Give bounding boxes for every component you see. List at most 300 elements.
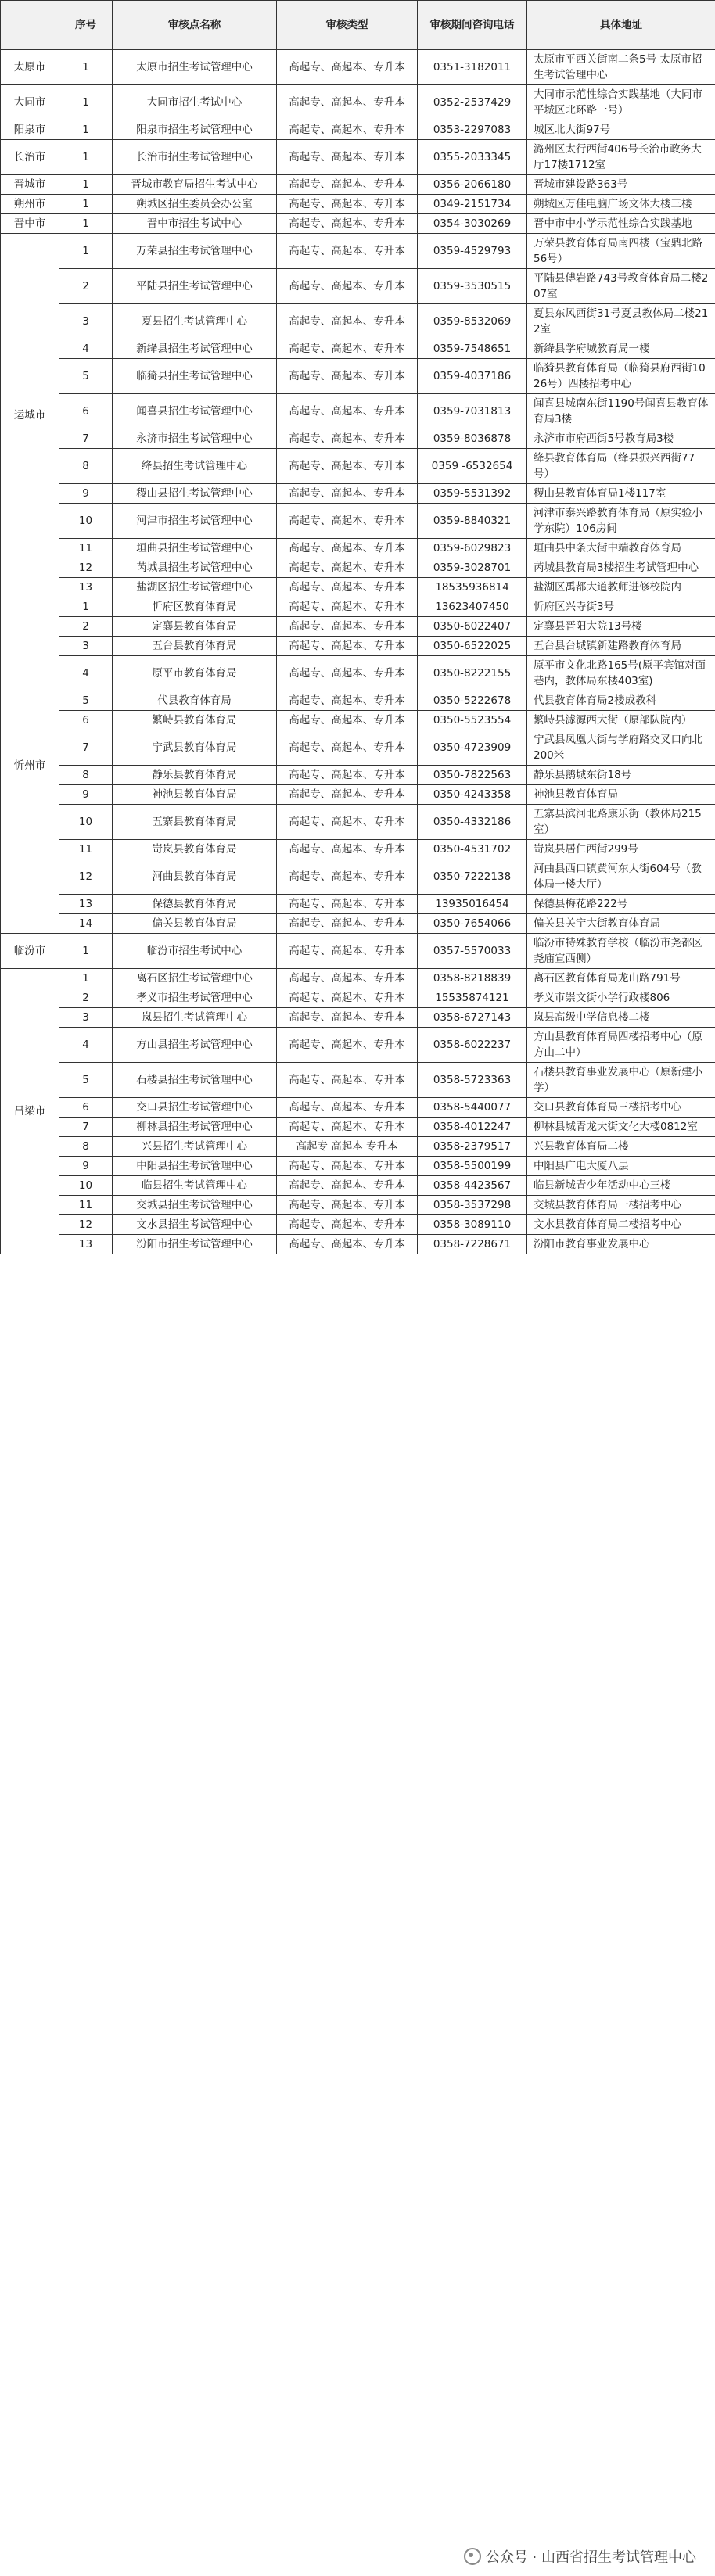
review-type-cell: 高起专、高起本、专升本 xyxy=(277,730,418,766)
wechat-icon xyxy=(464,2548,481,2565)
address-cell: 晋中市中小学示范性综合实践基地 xyxy=(527,214,715,234)
address-cell: 城区北大街97号 xyxy=(527,120,715,140)
city-cell: 吕梁市 xyxy=(1,969,59,1254)
address-cell: 河津市泰兴路教育体育局（原实验小学东院）106房间 xyxy=(527,504,715,539)
index-cell: 1 xyxy=(59,85,113,120)
index-cell: 13 xyxy=(59,578,113,597)
index-cell: 3 xyxy=(59,1008,113,1028)
review-type-cell: 高起专、高起本、专升本 xyxy=(277,85,418,120)
site-name-cell: 石楼县招生考试管理中心 xyxy=(113,1063,277,1098)
phone-cell: 13623407450 xyxy=(418,597,527,617)
phone-cell: 18535936814 xyxy=(418,578,527,597)
index-cell: 1 xyxy=(59,214,113,234)
review-type-cell: 高起专、高起本、专升本 xyxy=(277,195,418,214)
index-cell: 12 xyxy=(59,859,113,895)
table-row xyxy=(1,269,715,304)
review-type-cell: 高起专、高起本、专升本 xyxy=(277,1235,418,1254)
address-cell: 柳林县城青龙大街文化大楼0812室 xyxy=(527,1118,715,1137)
phone-cell: 0352-2537429 xyxy=(418,85,527,120)
site-name-cell: 方山县招生考试管理中心 xyxy=(113,1028,277,1063)
index-cell: 2 xyxy=(59,988,113,1008)
table-row xyxy=(1,1137,715,1157)
index-cell: 10 xyxy=(59,504,113,539)
review-type-cell: 高起专、高起本、专升本 xyxy=(277,637,418,656)
table-row xyxy=(1,895,715,914)
address-cell: 芮城县教育局3楼招生考试管理中心 xyxy=(527,558,715,578)
address-cell: 石楼县教育事业发展中心（原新建小学） xyxy=(527,1063,715,1098)
review-type-cell: 高起专、高起本、专升本 xyxy=(277,578,418,597)
header-site-name: 审核点名称 xyxy=(113,1,277,50)
city-cell: 阳泉市 xyxy=(1,120,59,140)
review-type-cell: 高起专、高起本、专升本 xyxy=(277,558,418,578)
review-type-cell: 高起专、高起本、专升本 xyxy=(277,597,418,617)
phone-cell: 0358-5500199 xyxy=(418,1157,527,1176)
review-type-cell: 高起专、高起本、专升本 xyxy=(277,449,418,484)
phone-cell: 0359-3530515 xyxy=(418,269,527,304)
review-type-cell: 高起专、高起本、专升本 xyxy=(277,711,418,730)
table-row xyxy=(1,359,715,394)
phone-cell: 0359 -6532654 xyxy=(418,449,527,484)
site-name-cell: 汾阳市招生考试管理中心 xyxy=(113,1235,277,1254)
site-name-cell: 定襄县教育体育局 xyxy=(113,617,277,637)
table-row xyxy=(1,1176,715,1196)
table-row xyxy=(1,1063,715,1098)
table-row xyxy=(1,766,715,785)
review-type-cell: 高起专、高起本、专升本 xyxy=(277,656,418,691)
address-cell: 五台县台城镇新建路教育体育局 xyxy=(527,637,715,656)
review-type-cell: 高起专、高起本、专升本 xyxy=(277,785,418,805)
site-name-cell: 兴县招生考试管理中心 xyxy=(113,1137,277,1157)
review-type-cell: 高起专、高起本、专升本 xyxy=(277,120,418,140)
review-type-cell: 高起专、高起本、专升本 xyxy=(277,394,418,429)
address-cell: 保德县梅花路222号 xyxy=(527,895,715,914)
table-row xyxy=(1,449,715,484)
review-type-cell: 高起专、高起本、专升本 xyxy=(277,691,418,711)
site-name-cell: 临猗县招生考试管理中心 xyxy=(113,359,277,394)
review-type-cell: 高起专、高起本、专升本 xyxy=(277,969,418,988)
index-cell: 1 xyxy=(59,140,113,175)
table-body xyxy=(1,50,715,1254)
index-cell: 4 xyxy=(59,339,113,359)
table-row xyxy=(1,785,715,805)
address-cell: 平陆县傅岩路743号教育体育局二楼207室 xyxy=(527,269,715,304)
index-cell: 1 xyxy=(59,195,113,214)
site-name-cell: 原平市教育体育局 xyxy=(113,656,277,691)
table-row xyxy=(1,934,715,969)
review-type-cell: 高起专、高起本、专升本 xyxy=(277,504,418,539)
review-type-cell: 高起专、高起本、专升本 xyxy=(277,840,418,859)
address-cell: 垣曲县中条大街中端教育体育局 xyxy=(527,539,715,558)
phone-cell: 0358-5723363 xyxy=(418,1063,527,1098)
index-cell: 9 xyxy=(59,785,113,805)
table-row xyxy=(1,805,715,840)
address-cell: 临猗县教育体育局（临猗县府西街1026号）四楼招考中心 xyxy=(527,359,715,394)
review-type-cell: 高起专、高起本、专升本 xyxy=(277,805,418,840)
phone-cell: 0359-7031813 xyxy=(418,394,527,429)
address-cell: 离石区教育体育局龙山路791号 xyxy=(527,969,715,988)
index-cell: 7 xyxy=(59,730,113,766)
address-cell: 孝义市崇文街小学行政楼806 xyxy=(527,988,715,1008)
header-city xyxy=(1,1,59,50)
review-type-cell: 高起专、高起本、专升本 xyxy=(277,934,418,969)
index-cell: 1 xyxy=(59,120,113,140)
phone-cell: 0358-6727143 xyxy=(418,1008,527,1028)
site-name-cell: 绛县招生考试管理中心 xyxy=(113,449,277,484)
table-row xyxy=(1,656,715,691)
index-cell: 1 xyxy=(59,234,113,269)
review-type-cell: 高起专、高起本、专升本 xyxy=(277,1176,418,1196)
site-name-cell: 静乐县教育体育局 xyxy=(113,766,277,785)
index-cell: 11 xyxy=(59,840,113,859)
index-cell: 11 xyxy=(59,1196,113,1215)
review-type-cell: 高起专、高起本、专升本 xyxy=(277,766,418,785)
table-row xyxy=(1,914,715,934)
site-name-cell: 河曲县教育体育局 xyxy=(113,859,277,895)
review-type-cell: 高起专、高起本、专升本 xyxy=(277,214,418,234)
address-cell: 永济市市府西街5号教育局3楼 xyxy=(527,429,715,449)
address-cell: 文水县教育体育局二楼招考中心 xyxy=(527,1215,715,1235)
site-name-cell: 太原市招生考试管理中心 xyxy=(113,50,277,85)
table-row xyxy=(1,730,715,766)
phone-cell: 0349-2151734 xyxy=(418,195,527,214)
index-cell: 9 xyxy=(59,1157,113,1176)
table-row xyxy=(1,969,715,988)
review-type-cell: 高起专 高起本 专升本 xyxy=(277,1137,418,1157)
phone-cell: 0358-6022237 xyxy=(418,1028,527,1063)
table-row xyxy=(1,504,715,539)
table-row xyxy=(1,304,715,339)
address-cell: 朔城区万佳电脑广场文体大楼三楼 xyxy=(527,195,715,214)
review-type-cell: 高起专、高起本、专升本 xyxy=(277,1215,418,1235)
city-cell: 长治市 xyxy=(1,140,59,175)
review-type-cell: 高起专、高起本、专升本 xyxy=(277,234,418,269)
phone-cell: 0350-8222155 xyxy=(418,656,527,691)
address-cell: 岢岚县居仁西街299号 xyxy=(527,840,715,859)
table-row xyxy=(1,1008,715,1028)
address-cell: 中阳县广电大厦八层 xyxy=(527,1157,715,1176)
review-type-cell: 高起专、高起本、专升本 xyxy=(277,269,418,304)
index-cell: 1 xyxy=(59,175,113,195)
table-row xyxy=(1,175,715,195)
review-type-cell: 高起专、高起本、专升本 xyxy=(277,1157,418,1176)
city-cell: 太原市 xyxy=(1,50,59,85)
address-cell: 新绛县学府城教育局一楼 xyxy=(527,339,715,359)
address-cell: 大同市示范性综合实践基地（大同市平城区北环路一号） xyxy=(527,85,715,120)
table-row xyxy=(1,637,715,656)
table-row xyxy=(1,140,715,175)
table-row xyxy=(1,195,715,214)
address-cell: 兴县教育体育局二楼 xyxy=(527,1137,715,1157)
table-row xyxy=(1,50,715,85)
table-row xyxy=(1,484,715,504)
phone-cell: 0358-4012247 xyxy=(418,1118,527,1137)
address-cell: 临县新城青少年活动中心三楼 xyxy=(527,1176,715,1196)
address-cell: 临汾市特殊教育学校（临汾市尧都区尧庙宣西侧） xyxy=(527,934,715,969)
table-row xyxy=(1,1196,715,1215)
index-cell: 12 xyxy=(59,1215,113,1235)
index-cell: 13 xyxy=(59,1235,113,1254)
phone-cell: 0350-6522025 xyxy=(418,637,527,656)
index-cell: 6 xyxy=(59,394,113,429)
phone-cell: 0359-5531392 xyxy=(418,484,527,504)
index-cell: 7 xyxy=(59,1118,113,1137)
address-cell: 交城县教育体育局一楼招考中心 xyxy=(527,1196,715,1215)
address-cell: 偏关县关宁大街教育体育局 xyxy=(527,914,715,934)
table-row xyxy=(1,1118,715,1137)
phone-cell: 15535874121 xyxy=(418,988,527,1008)
phone-cell: 0358-7228671 xyxy=(418,1235,527,1254)
site-name-cell: 长治市招生考试管理中心 xyxy=(113,140,277,175)
address-cell: 交口县教育体育局三楼招考中心 xyxy=(527,1098,715,1118)
site-name-cell: 岚县招生考试管理中心 xyxy=(113,1008,277,1028)
site-name-cell: 岢岚县教育体育局 xyxy=(113,840,277,859)
site-name-cell: 闻喜县招生考试管理中心 xyxy=(113,394,277,429)
site-name-cell: 宁武县教育体育局 xyxy=(113,730,277,766)
city-cell: 运城市 xyxy=(1,234,59,597)
address-cell: 宁武县凤凰大街与学府路交叉口向北200米 xyxy=(527,730,715,766)
site-name-cell: 交城县招生考试管理中心 xyxy=(113,1196,277,1215)
table-row xyxy=(1,1028,715,1063)
index-cell: 7 xyxy=(59,429,113,449)
phone-cell: 0354-3030269 xyxy=(418,214,527,234)
site-name-cell: 交口县招生考试管理中心 xyxy=(113,1098,277,1118)
table-header-row xyxy=(1,1,715,50)
phone-cell: 0359-8840321 xyxy=(418,504,527,539)
address-cell: 绛县教育体育局（绛县振兴西街77号） xyxy=(527,449,715,484)
site-name-cell: 万荣县招生考试管理中心 xyxy=(113,234,277,269)
phone-cell: 0351-3182011 xyxy=(418,50,527,85)
phone-cell: 0350-5222678 xyxy=(418,691,527,711)
index-cell: 6 xyxy=(59,1098,113,1118)
phone-cell: 0359-4037186 xyxy=(418,359,527,394)
address-cell: 汾阳市教育事业发展中心 xyxy=(527,1235,715,1254)
table-row xyxy=(1,988,715,1008)
site-name-cell: 新绛县招生考试管理中心 xyxy=(113,339,277,359)
city-cell: 忻州市 xyxy=(1,597,59,934)
address-cell: 闻喜县城南东街1190号闻喜县教育体育局3楼 xyxy=(527,394,715,429)
address-cell: 盐湖区禹都大道教师进修校院内 xyxy=(527,578,715,597)
phone-cell: 0357-5570033 xyxy=(418,934,527,969)
review-type-cell: 高起专、高起本、专升本 xyxy=(277,1098,418,1118)
index-cell: 10 xyxy=(59,805,113,840)
address-cell: 静乐县鹅城东街18号 xyxy=(527,766,715,785)
review-type-cell: 高起专、高起本、专升本 xyxy=(277,1028,418,1063)
address-cell: 五寨县滨河北路康乐街（教体局215室） xyxy=(527,805,715,840)
address-cell: 河曲县西口镇黄河东大街604号（教体局一楼大厅） xyxy=(527,859,715,895)
site-name-cell: 临汾市招生考试中心 xyxy=(113,934,277,969)
phone-cell: 0350-4332186 xyxy=(418,805,527,840)
phone-cell: 0359-6029823 xyxy=(418,539,527,558)
review-type-cell: 高起专、高起本、专升本 xyxy=(277,484,418,504)
site-name-cell: 偏关县教育体育局 xyxy=(113,914,277,934)
review-type-cell: 高起专、高起本、专升本 xyxy=(277,859,418,895)
table-row xyxy=(1,558,715,578)
phone-cell: 0359-8532069 xyxy=(418,304,527,339)
index-cell: 3 xyxy=(59,637,113,656)
header-index: 序号 xyxy=(59,1,113,50)
phone-cell: 0350-7654066 xyxy=(418,914,527,934)
review-type-cell: 高起专、高起本、专升本 xyxy=(277,539,418,558)
site-name-cell: 阳泉市招生考试管理中心 xyxy=(113,120,277,140)
index-cell: 5 xyxy=(59,359,113,394)
table-row xyxy=(1,85,715,120)
review-type-cell: 高起专、高起本、专升本 xyxy=(277,339,418,359)
phone-cell: 0356-2066180 xyxy=(418,175,527,195)
review-type-cell: 高起专、高起本、专升本 xyxy=(277,429,418,449)
phone-cell: 0350-7822563 xyxy=(418,766,527,785)
table-row xyxy=(1,691,715,711)
table-row xyxy=(1,617,715,637)
table-row xyxy=(1,578,715,597)
index-cell: 5 xyxy=(59,691,113,711)
site-name-cell: 忻府区教育体育局 xyxy=(113,597,277,617)
address-cell: 神池县教育体育局 xyxy=(527,785,715,805)
review-type-cell: 高起专、高起本、专升本 xyxy=(277,895,418,914)
phone-cell: 0358-4423567 xyxy=(418,1176,527,1196)
city-cell: 晋城市 xyxy=(1,175,59,195)
table-row xyxy=(1,394,715,429)
site-name-cell: 五寨县教育体育局 xyxy=(113,805,277,840)
index-cell: 1 xyxy=(59,934,113,969)
site-name-cell: 繁峙县教育体育局 xyxy=(113,711,277,730)
index-cell: 4 xyxy=(59,1028,113,1063)
exam-site-table xyxy=(0,0,715,1254)
address-cell: 万荣县教育体育局南四楼（宝鼎北路56号） xyxy=(527,234,715,269)
site-name-cell: 平陆县招生考试管理中心 xyxy=(113,269,277,304)
table-row xyxy=(1,711,715,730)
watermark-text: 公众号 · 山西省招生考试管理中心 xyxy=(485,2549,696,2566)
index-cell: 2 xyxy=(59,617,113,637)
header-phone: 审核期间咨询电话 xyxy=(418,1,527,50)
phone-cell: 0359-4529793 xyxy=(418,234,527,269)
site-name-cell: 文水县招生考试管理中心 xyxy=(113,1215,277,1235)
site-name-cell: 柳林县招生考试管理中心 xyxy=(113,1118,277,1137)
site-name-cell: 垣曲县招生考试管理中心 xyxy=(113,539,277,558)
phone-cell: 0359-7548651 xyxy=(418,339,527,359)
table-row xyxy=(1,120,715,140)
phone-cell: 0358-2379517 xyxy=(418,1137,527,1157)
review-type-cell: 高起专、高起本、专升本 xyxy=(277,1118,418,1137)
site-name-cell: 孝义市招生考试管理中心 xyxy=(113,988,277,1008)
index-cell: 1 xyxy=(59,50,113,85)
site-name-cell: 中阳县招生考试管理中心 xyxy=(113,1157,277,1176)
city-cell: 朔州市 xyxy=(1,195,59,214)
review-type-cell: 高起专、高起本、专升本 xyxy=(277,988,418,1008)
table-row xyxy=(1,859,715,895)
table-row xyxy=(1,597,715,617)
table-row xyxy=(1,1215,715,1235)
review-type-cell: 高起专、高起本、专升本 xyxy=(277,914,418,934)
index-cell: 9 xyxy=(59,484,113,504)
site-name-cell: 稷山县招生考试管理中心 xyxy=(113,484,277,504)
review-type-cell: 高起专、高起本、专升本 xyxy=(277,1063,418,1098)
review-type-cell: 高起专、高起本、专升本 xyxy=(277,175,418,195)
index-cell: 5 xyxy=(59,1063,113,1098)
address-cell: 潞州区太行西街406号长治市政务大厅17楼1712室 xyxy=(527,140,715,175)
index-cell: 12 xyxy=(59,558,113,578)
table-row xyxy=(1,214,715,234)
address-cell: 原平市文化北路165号(原平宾馆对面巷内，教体局东楼403室) xyxy=(527,656,715,691)
site-name-cell: 离石区招生考试管理中心 xyxy=(113,969,277,988)
phone-cell: 13935016454 xyxy=(418,895,527,914)
site-name-cell: 盐湖区招生考试管理中心 xyxy=(113,578,277,597)
site-name-cell: 朔城区招生委员会办公室 xyxy=(113,195,277,214)
table-row xyxy=(1,1235,715,1254)
phone-cell: 0350-4243358 xyxy=(418,785,527,805)
site-name-cell: 临县招生考试管理中心 xyxy=(113,1176,277,1196)
phone-cell: 0359-3028701 xyxy=(418,558,527,578)
header-review-type: 审核类型 xyxy=(277,1,418,50)
phone-cell: 0350-5523554 xyxy=(418,711,527,730)
header-address: 具体地址 xyxy=(527,1,715,50)
table-row xyxy=(1,539,715,558)
address-cell: 忻府区兴寺街3号 xyxy=(527,597,715,617)
phone-cell: 0358-8218839 xyxy=(418,969,527,988)
review-type-cell: 高起专、高起本、专升本 xyxy=(277,140,418,175)
phone-cell: 0350-6022407 xyxy=(418,617,527,637)
address-cell: 方山县教育体育局四楼招考中心（原方山二中） xyxy=(527,1028,715,1063)
site-name-cell: 晋中市招生考试中心 xyxy=(113,214,277,234)
phone-cell: 0358-3089110 xyxy=(418,1215,527,1235)
site-name-cell: 夏县招生考试管理中心 xyxy=(113,304,277,339)
address-cell: 夏县东风西街31号夏县教体局二楼212室 xyxy=(527,304,715,339)
address-cell: 岚县高级中学信息楼二楼 xyxy=(527,1008,715,1028)
address-cell: 繁峙县滹源西大街（原部队院内） xyxy=(527,711,715,730)
index-cell: 13 xyxy=(59,895,113,914)
index-cell: 14 xyxy=(59,914,113,934)
phone-cell: 0353-2297083 xyxy=(418,120,527,140)
site-name-cell: 永济市招生考试管理中心 xyxy=(113,429,277,449)
address-cell: 太原市平西关街南二条5号 太原市招生考试管理中心 xyxy=(527,50,715,85)
table-row xyxy=(1,429,715,449)
index-cell: 4 xyxy=(59,656,113,691)
table-row xyxy=(1,339,715,359)
site-name-cell: 大同市招生考试中心 xyxy=(113,85,277,120)
address-cell: 稷山县教育体育局1楼117室 xyxy=(527,484,715,504)
site-name-cell: 神池县教育体育局 xyxy=(113,785,277,805)
table-row xyxy=(1,234,715,269)
index-cell: 1 xyxy=(59,597,113,617)
phone-cell: 0350-4723909 xyxy=(418,730,527,766)
index-cell: 6 xyxy=(59,711,113,730)
review-type-cell: 高起专、高起本、专升本 xyxy=(277,1196,418,1215)
phone-cell: 0359-8036878 xyxy=(418,429,527,449)
site-name-cell: 河津市招生考试管理中心 xyxy=(113,504,277,539)
phone-cell: 0358-5440077 xyxy=(418,1098,527,1118)
phone-cell: 0358-3537298 xyxy=(418,1196,527,1215)
city-cell: 晋中市 xyxy=(1,214,59,234)
index-cell: 8 xyxy=(59,766,113,785)
site-name-cell: 五台县教育体育局 xyxy=(113,637,277,656)
city-cell: 临汾市 xyxy=(1,934,59,969)
index-cell: 1 xyxy=(59,969,113,988)
site-name-cell: 芮城县招生考试管理中心 xyxy=(113,558,277,578)
index-cell: 11 xyxy=(59,539,113,558)
table-row xyxy=(1,1098,715,1118)
watermark xyxy=(459,2545,701,2568)
table-row xyxy=(1,840,715,859)
site-name-cell: 保德县教育体育局 xyxy=(113,895,277,914)
address-cell: 代县教育体育局2楼成教科 xyxy=(527,691,715,711)
site-name-cell: 晋城市教育局招生考试中心 xyxy=(113,175,277,195)
review-type-cell: 高起专、高起本、专升本 xyxy=(277,359,418,394)
site-name-cell: 代县教育体育局 xyxy=(113,691,277,711)
index-cell: 3 xyxy=(59,304,113,339)
review-type-cell: 高起专、高起本、专升本 xyxy=(277,304,418,339)
address-cell: 晋城市建设路363号 xyxy=(527,175,715,195)
city-cell: 大同市 xyxy=(1,85,59,120)
index-cell: 10 xyxy=(59,1176,113,1196)
